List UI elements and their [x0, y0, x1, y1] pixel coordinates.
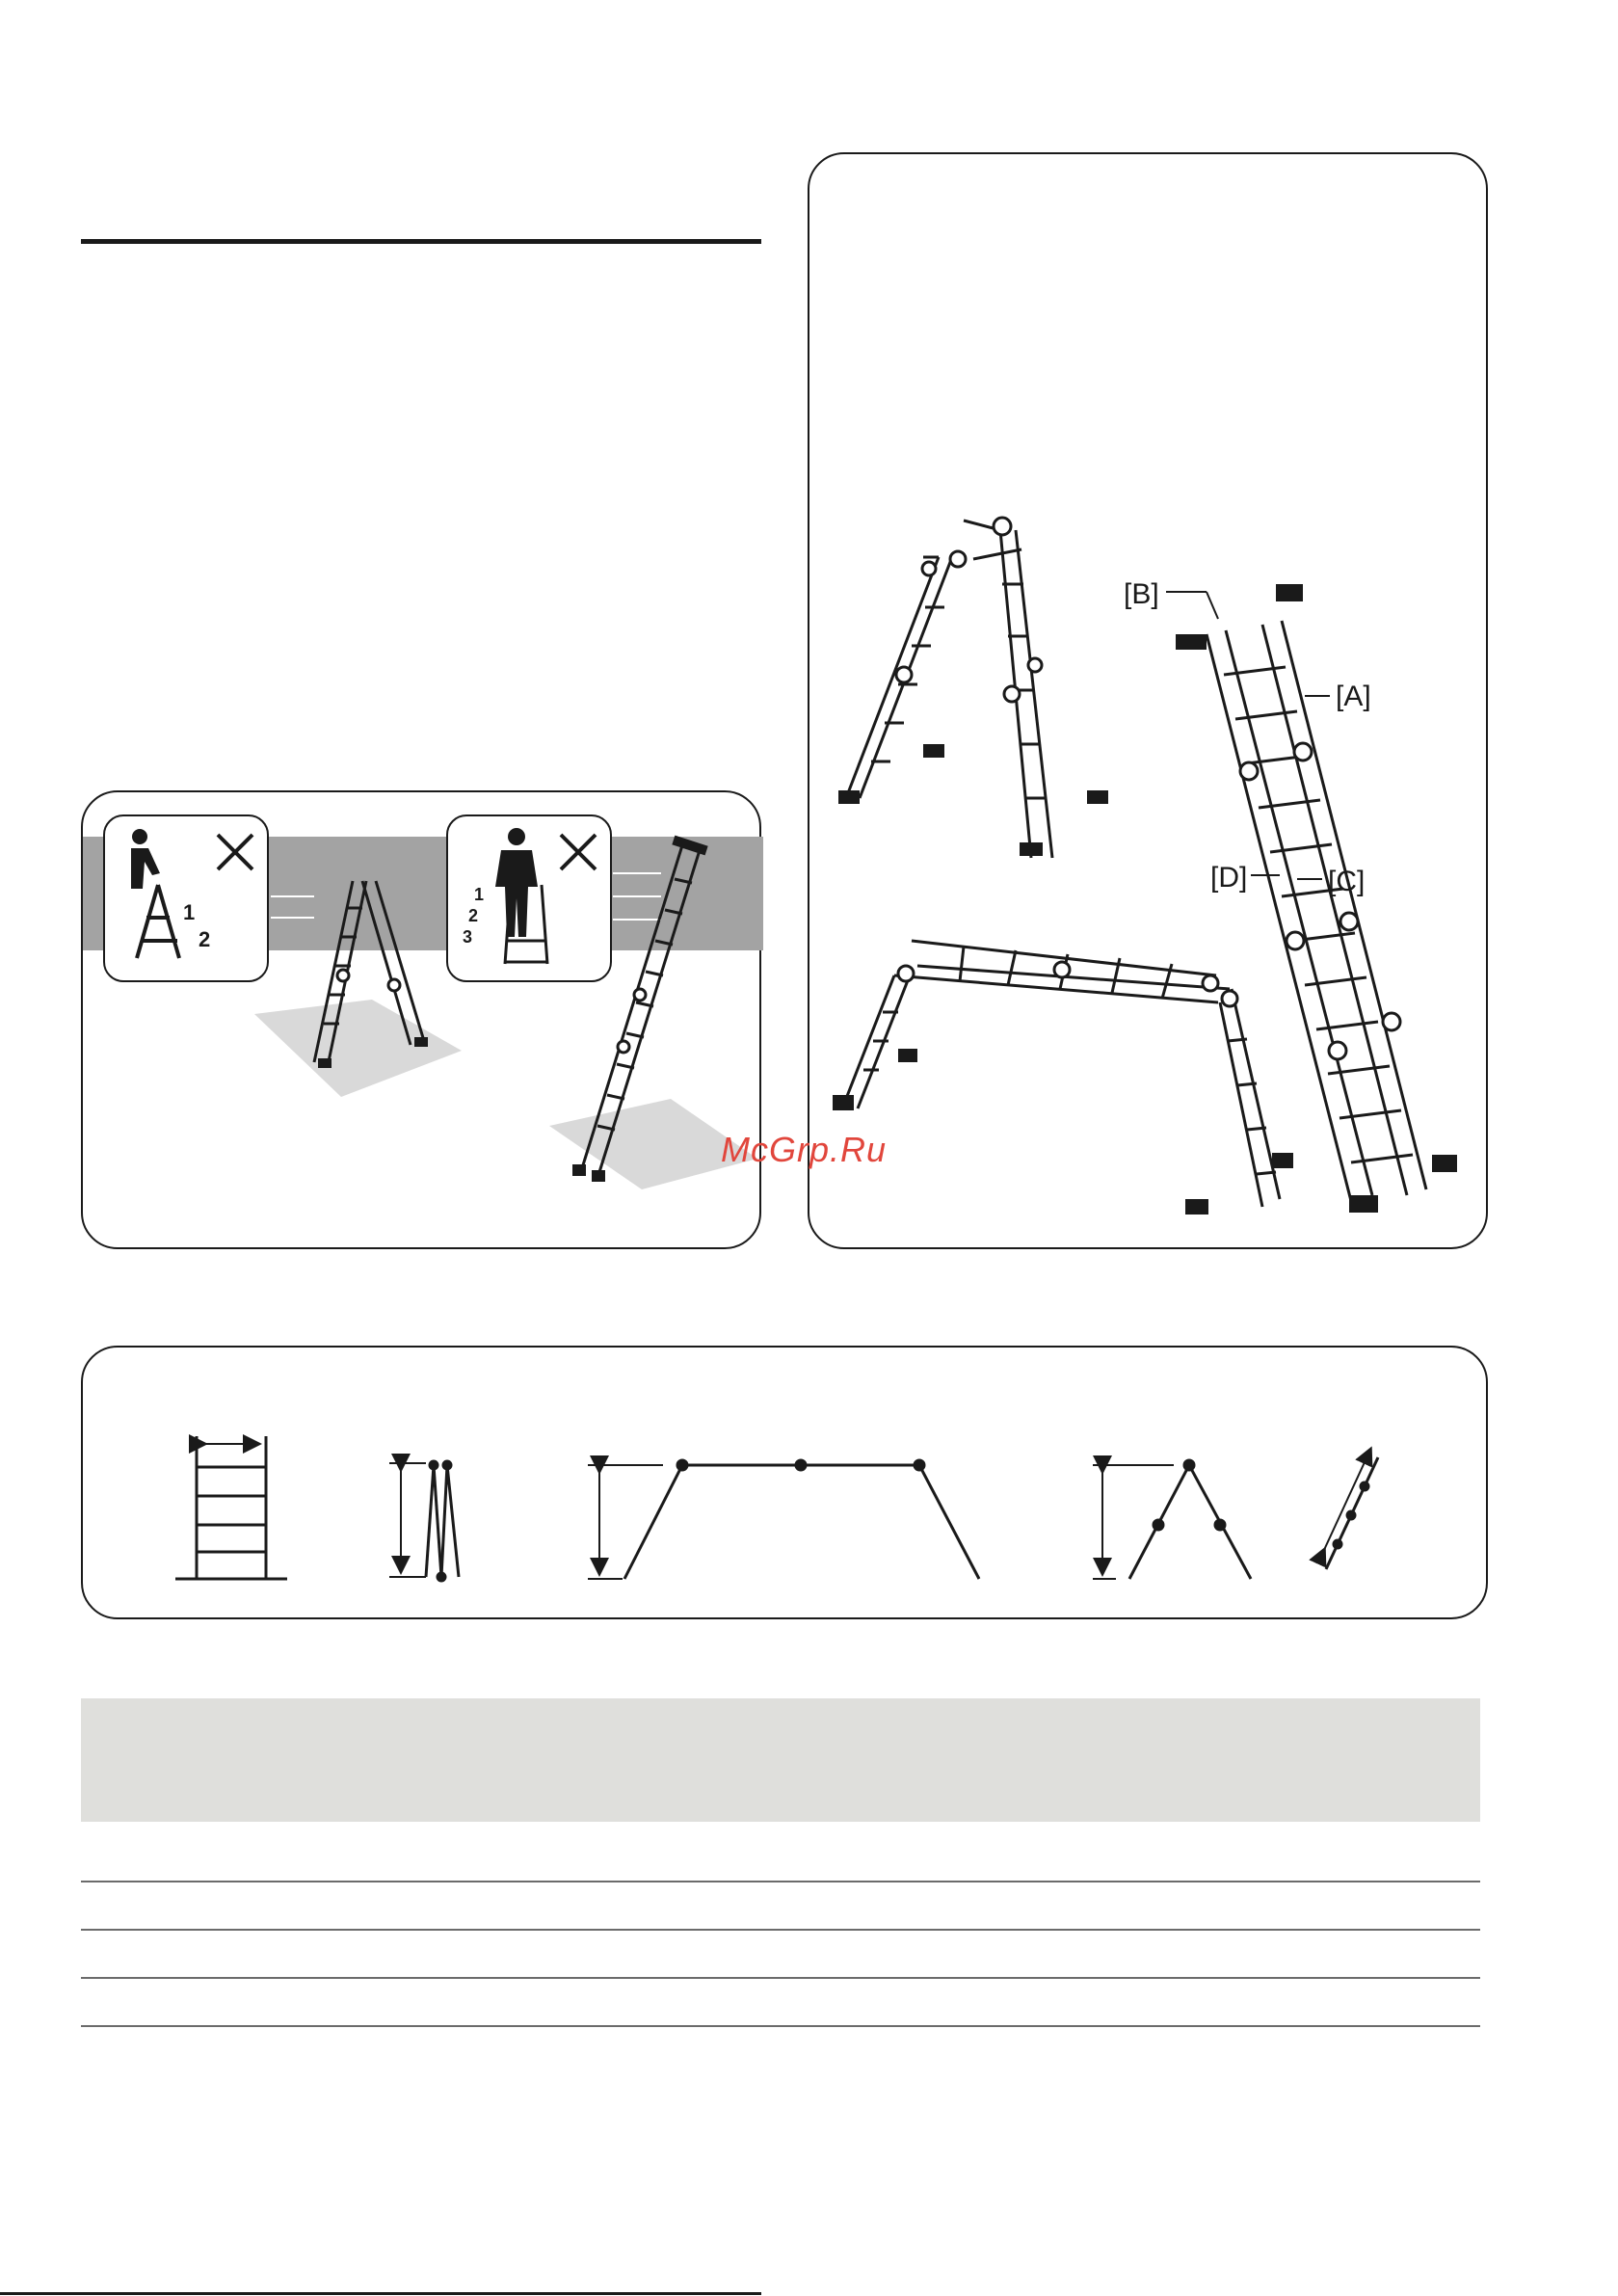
folded-height-icon [389, 1461, 459, 1581]
table-row-divider [81, 1977, 1480, 1979]
table-header [81, 1698, 1480, 1822]
warning-box-right [447, 815, 611, 981]
safety-figure [83, 792, 763, 1251]
step-ladder-height-icon [1093, 1460, 1251, 1579]
floor-shadow [254, 1000, 462, 1097]
ladder-configurations-figure [809, 154, 1490, 1251]
product-figure-panel [808, 152, 1488, 1249]
step-number: 1 [474, 885, 485, 904]
callout-a: [A] [1336, 681, 1371, 712]
callout-d: [D] [1210, 862, 1248, 894]
width-dimension-icon [175, 1436, 287, 1579]
step-number: 2 [468, 906, 479, 925]
scaffold-configuration-drawing [842, 941, 1280, 1207]
step-number: 1 [183, 900, 196, 924]
callout-b: [B] [1124, 578, 1159, 610]
step-number: 3 [463, 927, 473, 947]
dimension-diagrams [83, 1348, 1490, 1621]
safety-figure-panel [81, 790, 761, 1249]
watermark: McGrp.Ru [721, 1130, 888, 1169]
callout-c: [C] [1328, 866, 1366, 897]
straight-ladder-drawing [1207, 621, 1426, 1201]
dimensions-panel [81, 1346, 1488, 1619]
table-row-divider [81, 1929, 1480, 1931]
table-row-divider [81, 2025, 1480, 2027]
section-rule [81, 239, 761, 244]
warning-box-left [104, 815, 268, 981]
step-number: 2 [199, 927, 211, 951]
ladder-length-icon [1324, 1450, 1378, 1569]
scaffold-height-icon [588, 1460, 979, 1579]
table-row-divider [81, 1881, 1480, 1882]
footer-rule [0, 2292, 761, 2295]
step-ladder-drawing [846, 518, 1052, 858]
